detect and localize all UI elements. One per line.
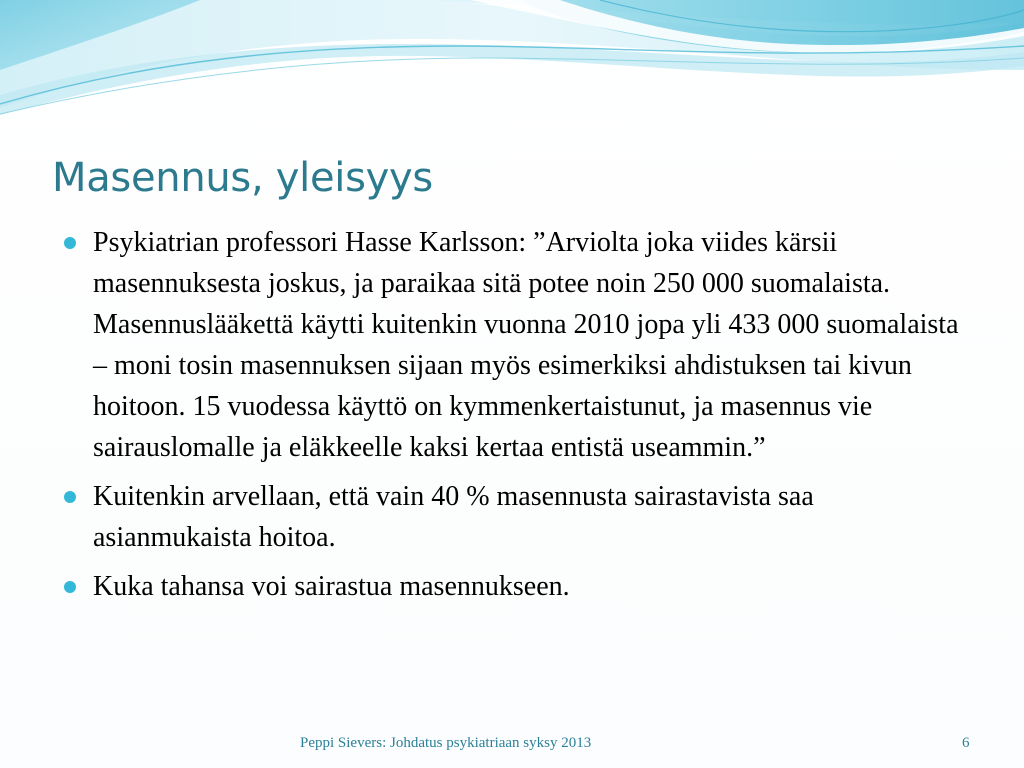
slide-footer — [0, 732, 1024, 754]
footer-text: Peppi Sievers: Johdatus psykiatriaan syksy 2013 — [300, 735, 592, 751]
bullet-item — [64, 476, 964, 558]
bullet-item — [64, 566, 964, 607]
bullet-dot-icon — [64, 491, 76, 503]
page-number: 6 — [962, 735, 970, 751]
bullet-text: Psykiatrian professori Hasse Karlsson: ”Arviolta joka viides kärsii masennuksesta joskus, ja paraikaa sitä potee noin 250 000 suomalaista. Masennuslääkettä käytti kuitenkin vuonna 2010 jopa yli 433 000 suomalaista – moni tosin masennuksen sijaan myös esimerkiksi ahdistuksen tai kivun hoitoon. 15 vuodessa käyttö on kymmenkertaistunut, ja masennus vie sairauslomalle ja eläkkeelle kaksi kertaa entistä useammin.” — [93, 227, 959, 463]
bullet-text: Kuitenkin arvellaan, että vain 40 % masennusta sairastavista saa asianmukaista hoitoa. — [93, 481, 814, 553]
bullet-item — [64, 222, 964, 468]
bullet-dot-icon — [64, 581, 76, 593]
slide-title: Masennus, yleisyys — [52, 155, 433, 201]
bullet-dot-icon — [64, 237, 76, 249]
bullet-list — [64, 222, 964, 615]
decorative-wave-banner — [0, 0, 1024, 130]
bullet-text: Kuka tahansa voi sairastua masennukseen. — [93, 571, 570, 602]
